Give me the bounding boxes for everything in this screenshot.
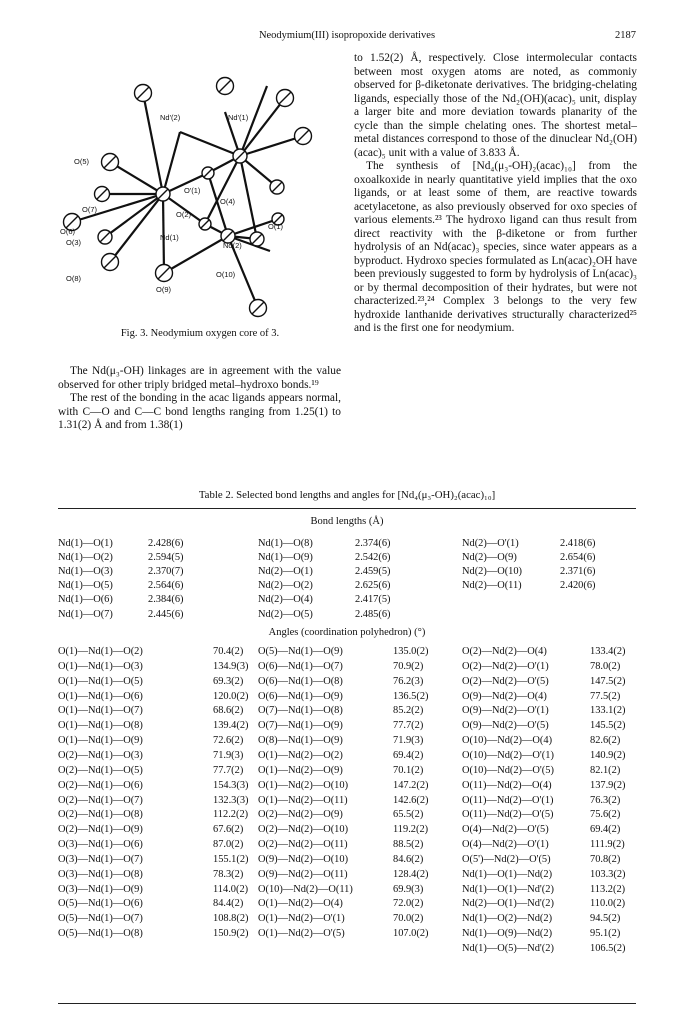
table-cell-label: Nd(1)—O(9)—Nd(2) (462, 928, 553, 940)
left-column (58, 365, 341, 433)
table-cell-label: O(5)—Nd(1)—O(9) (258, 646, 343, 657)
table-cell-value: 110.0(2) (590, 898, 626, 910)
atom-o2 (199, 218, 211, 230)
table-cell-label: O(10)—Nd(2)—O(4) (462, 735, 553, 747)
table-cell-label: O(6)—Nd(1)—O(9) (258, 690, 343, 702)
atom-o9 (156, 265, 173, 282)
table-cell-label: O(1)—Nd(1)—O(2) (58, 646, 143, 657)
table-cell-label: Nd(2)—O(2) (258, 580, 313, 592)
label-o3: O(3) (66, 238, 81, 247)
table-cell-value: 2.418(6) (560, 538, 596, 549)
table-cell-value: 2.485(6) (355, 608, 391, 620)
table-cell-value: 95.1(2) (590, 928, 621, 940)
table-cell-value: 84.4(2) (213, 898, 244, 910)
table-cell-value: 82.6(2) (590, 735, 621, 747)
table-cell-label: O(4)—Nd(2)—O'(1) (462, 839, 549, 851)
table-cell-label: Nd(2)—O(1) (258, 566, 313, 578)
table-cell-value: 76.2(3) (393, 675, 424, 687)
table-cell-label: O(2)—Nd(1)—O(6) (58, 779, 143, 791)
table-cell-value: 108.8(2) (213, 913, 249, 925)
table-cell-value: 140.9(2) (590, 749, 626, 761)
label-o1: O(1) (268, 222, 283, 231)
label-o6: O(6) (60, 227, 75, 236)
table-cell-value: 106.5(2) (590, 943, 626, 954)
table-cell-label: O(9)—Nd(2)—O(11) (258, 868, 348, 880)
running-title: Neodymium(III) isopropoxide derivatives (258, 30, 436, 41)
table-cell-value: 103.3(2) (590, 868, 626, 880)
table-cell-value: 71.9(3) (393, 735, 424, 747)
table-cell-label: Nd(1)—O(9) (258, 552, 313, 564)
table-cell-value: 142.6(2) (393, 794, 429, 806)
table-cell-value: 135.0(2) (393, 646, 429, 657)
table-cell-label: Nd(1)—O(2) (58, 552, 113, 564)
table-cell-value: 107.0(2) (393, 928, 429, 940)
atom-o7 (95, 187, 110, 202)
table-cell-value: 85.2(2) (393, 705, 424, 717)
table-cell-value: 2.625(6) (355, 580, 391, 592)
table-cell-label: Nd(2)—O(11) (462, 580, 522, 592)
label-nd-prime-2: Nd'(2) (160, 113, 181, 122)
table-cell-value: 2.445(6) (148, 608, 184, 620)
atom-o1 (250, 232, 264, 246)
table-cell-value: 78.3(2) (213, 868, 244, 880)
table-cell-value: 111.9(2) (590, 839, 625, 851)
table-cell-label: Nd(1)—O(1)—Nd(2) (462, 868, 553, 880)
table-cell-value: 77.7(2) (213, 764, 244, 776)
table-cell-value: 150.9(2) (213, 928, 249, 940)
left-paragraph-2: The rest of the bonding in the acac ligands appears normal, with C—O and C—C bond lengths ranging from 1.25(1) to 1.31(2) Å and from 1.38(1) (58, 392, 341, 431)
atom-o-top-right (277, 90, 294, 107)
table-cell-value: 2.564(6) (148, 580, 184, 592)
table-bottom-rule (58, 1003, 636, 1004)
table-cell-value: 114.0(2) (213, 883, 249, 895)
table-cell-value: 2.542(6) (355, 552, 391, 564)
table-cell-label: Nd(1)—O(3) (58, 566, 113, 578)
table-cell-label: O(2)—Nd(2)—O(9) (258, 809, 343, 821)
table-cell-label: O(7)—Nd(1)—O(9) (258, 720, 343, 732)
table-cell-value: 2.654(6) (560, 552, 596, 564)
table-cell-label: O(10)—Nd(2)—O(11) (258, 883, 353, 895)
label-o-prime-1: O'(1) (184, 186, 201, 195)
table-cell-value: 69.9(3) (393, 883, 424, 895)
table-cell-label: O(2)—Nd(1)—O(5) (58, 764, 143, 776)
table-top-rule (58, 508, 636, 509)
table-cell-label: O(4)—Nd(2)—O'(5) (462, 824, 549, 836)
table-cell-label: Nd(1)—O(1)—Nd'(2) (462, 883, 554, 895)
table-cell-label: O(1)—Nd(2)—O'(1) (258, 913, 345, 925)
table-cell-value: 112.2(2) (213, 809, 249, 821)
table-cell-value: 94.5(2) (590, 913, 621, 925)
atom-o-upper-left (102, 154, 119, 171)
page-header (58, 30, 636, 44)
table-cell-value: 2.420(6) (560, 580, 596, 592)
label-o10: O(10) (216, 270, 236, 279)
table-cell-value: 2.370(7) (148, 566, 184, 578)
table-cell-label: O(1)—Nd(2)—O(9) (258, 764, 343, 776)
table-cell-label: O(10)—Nd(2)—O'(5) (462, 764, 554, 776)
table-cell-label: O(8)—Nd(1)—O(9) (258, 735, 343, 747)
table-cell-label: O(3)—Nd(1)—O(8) (58, 868, 143, 880)
table-cell-value: 147.5(2) (590, 675, 626, 687)
table-cell-value: 68.6(2) (213, 705, 244, 717)
table-cell-label: Nd(2)—O(5) (258, 608, 313, 620)
table-cell-value: 133.4(2) (590, 646, 626, 657)
table-cell-label: O(5)—Nd(1)—O(6) (58, 898, 143, 910)
table-cell-value: 2.374(6) (355, 538, 391, 549)
table-cell-value: 2.384(6) (148, 594, 184, 606)
table-cell-label: O(1)—Nd(1)—O(5) (58, 675, 143, 687)
table-cell-value: 69.3(2) (213, 675, 244, 687)
table-cell-label: O(1)—Nd(2)—O(10) (258, 779, 349, 791)
atom-o4 (270, 180, 284, 194)
table-cell-label: O(9)—Nd(2)—O'(5) (462, 720, 549, 732)
table-cell-value: 119.2(2) (393, 824, 429, 836)
table-cell-value: 2.459(5) (355, 566, 391, 578)
bond-lengths-heading: Bond lengths (Å) (310, 516, 384, 527)
atom-o10 (250, 300, 267, 317)
table-cell-value: 87.0(2) (213, 839, 244, 851)
table-cell-label: Nd(2)—O(10) (462, 566, 523, 578)
table-cell-label: O(6)—Nd(1)—O(7) (258, 660, 343, 672)
table-cell-value: 77.5(2) (590, 690, 621, 702)
table-cell-label: Nd(2)—O(4) (258, 594, 313, 606)
table-cell-label: O(3)—Nd(1)—O(9) (58, 883, 143, 895)
table-cell-label: O(1)—Nd(1)—O(8) (58, 720, 143, 732)
table-cell-value: 67.6(2) (213, 824, 244, 836)
table-cell-label: O(2)—Nd(2)—O'(5) (462, 675, 549, 687)
table-cell-label: O(1)—Nd(1)—O(6) (58, 690, 143, 702)
table-cell-label: O(2)—Nd(2)—O(11) (258, 839, 348, 851)
table-cell-value: 132.3(3) (213, 794, 249, 806)
table-cell-value: 113.2(2) (590, 883, 626, 895)
table-cell-value: 139.4(2) (213, 720, 249, 732)
table-cell-value: 70.0(2) (393, 913, 424, 925)
table-cell-value: 70.9(2) (393, 660, 424, 672)
table-cell-label: Nd(1)—O(1) (58, 538, 113, 549)
table-cell-label: O(1)—Nd(2)—O(11) (258, 794, 348, 806)
atom-o-prime-1 (202, 167, 214, 179)
table-cell-label: O(11)—Nd(2)—O'(1) (462, 794, 554, 806)
table-cell-value: 136.5(2) (393, 690, 429, 702)
table-cell-value: 145.5(2) (590, 720, 626, 732)
table-caption: Table 2. Selected bond lengths and angles for [Nd₄(μ₃-OH)₂(acac)₁₀] (198, 489, 496, 501)
table-cell-label: Nd(1)—O(7) (58, 608, 113, 620)
table-cell-label: Nd(1)—O(8) (258, 538, 313, 549)
label-nd-prime-1: Nd'(1) (228, 113, 249, 122)
figure-neodymium-core (60, 62, 340, 332)
table-cell-label: O(2)—Nd(1)—O(3) (58, 749, 143, 761)
label-nd1: Nd(1) (160, 233, 179, 242)
table-cell-value: 2.594(5) (148, 552, 184, 564)
atom-o8 (102, 254, 119, 271)
table-cell-value: 137.9(2) (590, 779, 626, 791)
table-cell-label: O(9)—Nd(2)—O'(1) (462, 705, 549, 717)
table-cell-value: 70.8(2) (590, 853, 621, 865)
table-cell-label: O(6)—Nd(1)—O(8) (258, 675, 343, 687)
table-cell-value: 77.7(2) (393, 720, 424, 732)
atom-o-top-mid (217, 78, 234, 95)
right-column (354, 52, 637, 336)
table-cell-label: O(2)—Nd(2)—O'(1) (462, 660, 549, 672)
label-o7: O(7) (82, 205, 97, 214)
table-cell-label: O(5')—Nd(2)—O'(5) (462, 853, 551, 865)
table-cell-label: O(11)—Nd(2)—O'(5) (462, 809, 554, 821)
figure-caption: Fig. 3. Neodymium oxygen core of 3. (120, 328, 280, 339)
table-cell-label: Nd(1)—O(5) (58, 580, 113, 592)
table-cell-value: 133.1(2) (590, 705, 626, 717)
table-cell-label: O(1)—Nd(2)—O'(5) (258, 928, 345, 940)
label-o2: O(2) (176, 210, 191, 219)
table-cell-value: 120.0(2) (213, 690, 249, 702)
table-cell-label: O(5)—Nd(1)—O(7) (58, 913, 143, 925)
table-cell-value: 88.5(2) (393, 839, 424, 851)
table-cell-label: O(2)—Nd(2)—O(4) (462, 646, 547, 657)
table-cell-value: 72.6(2) (213, 735, 244, 747)
table-cell-value: 78.0(2) (590, 660, 621, 672)
right-paragraph-2: The synthesis of [Nd₄(μ₃-OH)₂(acac)₁₀] from the oxoalkoxide in nearly quantitative yield implies that the oxo ligands, or at least some of them, are reactive towards acetylacetone, as also previously observed for oxo species of various elements.²³ The hydroxo ligand can thus result from direct reactivity with the β-diketone or from further hydrolysis of an Nd(acac)₃ species, since water appears as a byproduct. Hydroxo species formulated as Ln(acac)₂OH have been previously suggested to form by hydrolysis of Ln(acac)₃ or by thermal decomposition of their hydrates, but were not characterized.²³,²⁴ Complex 3 belongs to the very few hydroxide lanthanide derivatives structurally characterized²⁵ and is the first one for neodymium. (354, 160, 637, 334)
table-cell-label: Nd(2)—O'(1) (462, 538, 519, 549)
table-cell-value: 2.428(6) (148, 538, 184, 549)
label-nd2: Nd(2) (223, 241, 242, 250)
page-number: 2187 (615, 30, 636, 41)
table-cell-label: O(2)—Nd(1)—O(9) (58, 824, 143, 836)
table-cell-value: 155.1(2) (213, 853, 249, 865)
table-cell-value: 147.2(2) (393, 779, 429, 791)
table-cell-value: 72.0(2) (393, 898, 424, 910)
label-o8: O(8) (66, 274, 81, 283)
table-cell-value: 71.9(3) (213, 749, 244, 761)
table-cell-label: O(1)—Nd(1)—O(9) (58, 735, 143, 747)
angles-heading: Angles (coordination polyhedron) (°) (268, 627, 426, 638)
atom-o5 (135, 85, 152, 102)
table-cell-label: O(3)—Nd(1)—O(7) (58, 853, 143, 865)
table-cell-label: Nd(2)—O(1)—Nd'(2) (462, 898, 554, 910)
table-cell-value: 70.4(2) (213, 646, 244, 657)
table-cell-label: Nd(1)—O(2)—Nd(2) (462, 913, 553, 925)
table-cell-value: 70.1(2) (393, 764, 424, 776)
table-cell-value: 65.5(2) (393, 809, 424, 821)
left-paragraph-1: The Nd(μ₃-OH) linkages are in agreement with the value observed for other triply bridged metal–hydroxo bonds.¹⁹ (58, 365, 341, 391)
right-paragraph-1: to 1.52(2) Å, respectively. Close intermolecular contacts between most oxygen atoms are noted, as commoniy observed for β-diketonate derivatives. The bridging-chelating ligands, especially those of the Nd₂(OH)(acac)₅ unit, display a larger bite and more deviation towards planarity of the cycle than the simple chelating ones. The shortest metal–metal distances correspond to those of the dinuclear Nd₂(OH)(acac)₅ unit with a value of 3.833 Å. (354, 52, 637, 159)
table-cell-label: O(3)—Nd(1)—O(6) (58, 839, 143, 851)
table-cell-label: O(2)—Nd(1)—O(7) (58, 794, 143, 806)
table-cell-value: 69.4(2) (590, 824, 621, 836)
table-cell-label: O(1)—Nd(2)—O(4) (258, 898, 343, 910)
table-cell-label: O(7)—Nd(1)—O(8) (258, 705, 343, 717)
table-cell-label: O(1)—Nd(1)—O(7) (58, 705, 143, 717)
table-cell-label: Nd(2)—O(9) (462, 552, 517, 564)
table-cell-label: O(9)—Nd(2)—O(4) (462, 690, 547, 702)
label-o5: O(5) (74, 157, 89, 166)
atom-nd-prime-1 (233, 149, 247, 163)
table-cell-label: O(1)—Nd(1)—O(3) (58, 660, 143, 672)
table-cell-label: O(5)—Nd(1)—O(8) (58, 928, 143, 940)
atom-o3 (98, 230, 112, 244)
table-cell-label: O(2)—Nd(2)—O(10) (258, 824, 349, 836)
table-cell-value: 154.3(3) (213, 779, 249, 791)
table-cell-value: 69.4(2) (393, 749, 424, 761)
label-o9: O(9) (156, 285, 171, 294)
table-cell-label: O(10)—Nd(2)—O'(1) (462, 749, 554, 761)
table-cell-value: 134.9(3) (213, 660, 249, 672)
table-cell-label: O(9)—Nd(2)—O(10) (258, 853, 349, 865)
table-cell-value: 76.3(2) (590, 794, 621, 806)
table-cell-label: O(2)—Nd(1)—O(8) (58, 809, 143, 821)
table-cell-value: 82.1(2) (590, 764, 621, 776)
atom-nd1 (156, 187, 170, 201)
table-cell-value: 2.371(6) (560, 566, 596, 578)
table-cell-value: 128.4(2) (393, 868, 429, 880)
table-cell-label: Nd(1)—O(6) (58, 594, 113, 606)
atom-o-upper-right (295, 128, 312, 145)
table-cell-label: Nd(1)—O(5)—Nd'(2) (462, 943, 554, 954)
label-o4: O(4) (220, 197, 235, 206)
table-cell-value: 2.417(5) (355, 594, 391, 606)
table-cell-label: O(11)—Nd(2)—O(4) (462, 779, 552, 791)
table-cell-label: O(1)—Nd(2)—O(2) (258, 749, 343, 761)
table-cell-value: 75.6(2) (590, 809, 621, 821)
table-cell-value: 84.6(2) (393, 853, 424, 865)
